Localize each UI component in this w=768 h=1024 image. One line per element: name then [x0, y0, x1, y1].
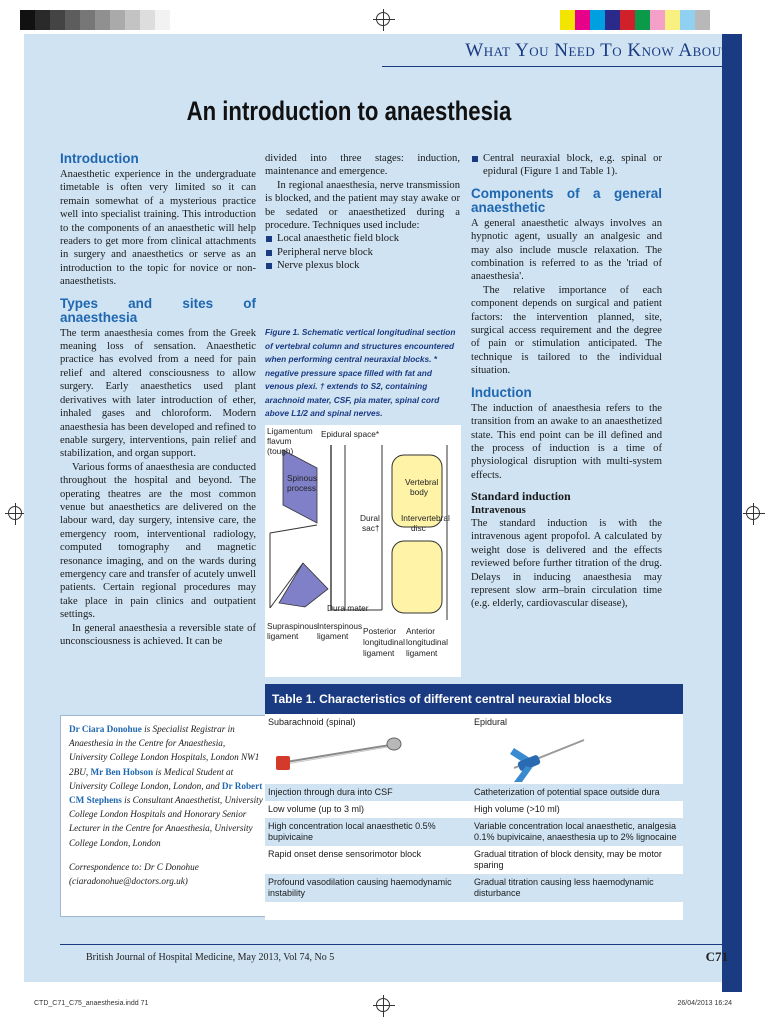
swatch [575, 10, 590, 30]
spinal-needle-image [268, 732, 418, 776]
needle-hub-red [276, 756, 290, 770]
supraspinous-line [270, 525, 317, 533]
footer-rule [60, 944, 730, 945]
label-supraspinous: Supraspinous [267, 621, 318, 631]
label-posterior: Posterior [363, 626, 397, 636]
running-head: What You Need To Know About [465, 40, 730, 61]
heading-types-and-sites: Types and sites of anaesthesia [60, 295, 256, 325]
registration-mark-icon [8, 506, 22, 520]
label-dural: Dural [360, 513, 380, 523]
list-item: Central neuraxial block, e.g. spinal or epidural (Figure 1 and Table 1). [471, 152, 662, 179]
regional-techniques-list [265, 232, 460, 272]
table-cell: Low volume (up to 3 ml) [265, 801, 471, 818]
header-label: Epidural [474, 717, 508, 727]
table-grid [265, 714, 683, 902]
table-header-spinal [265, 714, 471, 784]
label-intervertebral: Intervertebral [401, 513, 450, 523]
swatch [125, 10, 140, 30]
author-affiliation: is Specialist Registrar in Anaesthesia in the Centre for Anaesthesia, University College London Hospitals, London NW1 2BU, [69, 724, 260, 777]
label-supraspinous-ligament: ligament [267, 631, 299, 641]
color-bar-left [20, 10, 170, 30]
figure-1-diagram [265, 425, 461, 677]
table-cell: High volume (>10 ml) [471, 801, 683, 818]
column-2 [265, 152, 460, 273]
label-tough: (tough) [267, 446, 294, 456]
heading-standard-induction: Standard induction [471, 489, 571, 504]
author-affiliations [69, 722, 265, 850]
label-flavum: flavum [267, 436, 292, 446]
heading-components: Components of a general anaesthetic [471, 185, 662, 215]
label-disc: disc [411, 523, 426, 533]
author-affiliation: is Medical Student at University College London, London, and [69, 766, 234, 791]
label-interspinous: Interspinous [317, 621, 363, 631]
author-info-box [60, 715, 274, 917]
column-1 [60, 152, 256, 648]
label-interspinous-ligament: ligament [317, 631, 349, 641]
paragraph-components-2: The relative importance of each component depends on surgical and patient factors: the intervention planned, site, surgical access requirement and the degree of pain or stimulation anticipated. The technique is tailored to the individual situation. [471, 284, 662, 377]
table-header-epidural [471, 714, 683, 784]
swatch [635, 10, 650, 30]
label-spinous: Spinous [287, 473, 317, 483]
label-anterior-longitudinal: longitudinal [406, 637, 448, 647]
label-posterior-longitudinal: longitudinal [363, 637, 405, 647]
table-cell: Gradual titration causing less haemodynamic disturbance [471, 874, 683, 902]
paragraph-types-3: In general anaesthesia a reversible state of unconsciousness is achieved. It can be [60, 622, 256, 647]
label-ligamentum: Ligamentum [267, 426, 313, 436]
running-head-rule [382, 66, 730, 67]
label-anterior: Anterior [406, 626, 436, 636]
paragraph-types-1: The term anaesthesia comes from the Greek meaning loss of sensation. Anaesthetic practice has evolved from a need for pain relief and altered consciousness to allow surgery. Early anaesthetics used plant derivatives with later introduction of ether, inhaled gases and chloroform. Modern anaesthesia has been developed and refined to enable surgery, interventions, pain relief and stabilization, and organ support. [60, 327, 256, 460]
table-cell: Gradual titration of block density, may be motor sparing [471, 846, 683, 874]
color-bar-right [560, 10, 710, 30]
registration-mark-icon [376, 998, 390, 1012]
swatch [95, 10, 110, 30]
author-name: Mr Ben Hobson [90, 766, 154, 777]
swatch [110, 10, 125, 30]
swatch [560, 10, 575, 30]
side-accent-bar [722, 34, 742, 992]
print-slug-date: 26/04/2013 16:24 [677, 1000, 732, 1007]
swatch [140, 10, 155, 30]
swatch [680, 10, 695, 30]
swatch [35, 10, 50, 30]
print-slug-file: CTD_C71_C75_anaesthesia.indd 71 [34, 1000, 149, 1007]
paragraph-induction: The induction of anaesthesia refers to the transition from an awake to an anaesthetized state. This end point can be ill defined and the process of induction is a time of physiological disruption with multi-system effects. [471, 402, 662, 481]
label-body: body [410, 487, 428, 497]
central-block-list [471, 152, 662, 179]
label-sac: sac† [362, 523, 380, 533]
label-process: process [287, 483, 317, 493]
table-cell: Catheterization of potential space outside dura [471, 784, 683, 801]
swatch [65, 10, 80, 30]
registration-mark-icon [746, 506, 760, 520]
list-item: Peripheral nerve block [265, 246, 460, 259]
list-item: Nerve plexus block [265, 259, 460, 272]
label-anterior-ligament: ligament [406, 648, 438, 658]
column-3 [471, 152, 662, 611]
table-1 [265, 684, 683, 920]
table-cell: High concentration local anaesthetic 0.5% bupivicaine [265, 818, 471, 846]
figure-caption: Figure 1. Schematic vertical longitudinal section of vertebral column and structures encountered when performing central neuraxial blocks. * negative pressure space filled with fat and venous plexi. † extends to S2, containing arachnoid mater, CSF, pia mater, spinal cord above L1/2 and spinal nerves. [265, 327, 456, 418]
author-name: Dr Ciara Donohue [69, 724, 142, 734]
table-cell: Injection through dura into CSF [265, 784, 471, 801]
swatch [80, 10, 95, 30]
paragraph-types-2: Various forms of anaesthesia are conducted throughout the hospital and beyond. The operating theatres are the most common venue but anaesthetics are delivered on the labour ward, day surgery, intensive care, the emergency room, interventional radiology, computed tomography and magnetic resonance imaging, and on the wards during emergency care and transfer of acutely unwell patients. Certain regional procedures may take place in pain clinics and outpatient settings. [60, 461, 256, 621]
swatch [155, 10, 170, 30]
epidural-needle-image [474, 732, 624, 784]
swatch [590, 10, 605, 30]
header-label: Subarachnoid (spinal) [268, 717, 356, 727]
swatch [605, 10, 620, 30]
page-number: C71 [705, 949, 728, 964]
swatch [50, 10, 65, 30]
needle-line [286, 746, 394, 764]
paragraph-stages: divided into three stages: induction, maintenance and emergence. [265, 153, 460, 178]
paragraph-standard-induction: The standard induction is with the intravenous agent propofol. A calculated by weight dose is delivered and the effects reviewed before further titration of the drug. Delays in inducing anaesthesia may represent slow arm–brain circulation time (e.g. elderly, cardiovascular disease), [471, 517, 662, 610]
spine-diagram [265, 425, 461, 677]
swatch [665, 10, 680, 30]
label-posterior-ligament: ligament [363, 648, 395, 658]
table-cell: Rapid onset dense sensorimotor block [265, 846, 471, 874]
heading-induction: Induction [471, 384, 532, 400]
journal-citation: British Journal of Hospital Medicine, May 2013, Vol 74, No 5 [86, 952, 335, 963]
author-affiliation: is Consultant Anaesthetist, University College London Hospitals and Honorary Senior Lecturer in the Centre for Anaesthesia, University College London, London [69, 795, 263, 848]
paragraph-introduction: Anaesthetic experience in the undergraduate timetable is often very limited so it can remain somewhat of a mysterious practice well into specialist training. This introduction to the components of an anaesthetic will help readers to get more from clinical attachments in surgery and anaesthetics or serve as an introduction to the topic for novice or non-anaesthetists. [60, 169, 256, 288]
table-cell: Variable concentration local anaesthetic, analgesia 0.1% bupivicaine, anaesthesia up to 2% lignocaine [471, 818, 683, 846]
paragraph-components-1: A general anaesthetic always involves an hypnotic agent, usually an analgesic and may also include muscle relaxation. The combination is referred to as the 'triad of anaesthesia'. [471, 217, 662, 283]
label-epidural-space: Epidural space* [321, 429, 380, 439]
correspondence: Correspondence to: Dr C Donohue (ciaradonohue@doctors.org.uk) [69, 861, 199, 887]
swatch [620, 10, 635, 30]
article-title: An introduction to anaesthesia [186, 96, 512, 126]
swatch [695, 10, 710, 30]
needle-line [286, 744, 396, 762]
paragraph-regional: In regional anaesthesia, nerve transmission is blocked, and the patient may stay awake or be sedated or anaesthetized during a procedure. Techniques used include: [265, 179, 460, 232]
label-vertebral: Vertebral [405, 477, 439, 487]
author-name: Dr Robert CM Stephens [69, 780, 263, 806]
table-cell: Profound vasodilation causing haemodynamic instability [265, 874, 471, 902]
vertebral-body-lower-shape [392, 541, 442, 613]
swatch [650, 10, 665, 30]
needle-hub-clear [387, 738, 401, 750]
heading-intravenous: Intravenous [471, 504, 526, 516]
registration-mark-icon [376, 12, 390, 26]
swatch [20, 10, 35, 30]
table-title: Table 1. Characteristics of different central neuraxial blocks [265, 684, 683, 714]
list-item: Local anaesthetic field block [265, 232, 460, 245]
heading-introduction: Introduction [60, 151, 139, 166]
label-dura-mater: Dura mater [327, 603, 369, 613]
